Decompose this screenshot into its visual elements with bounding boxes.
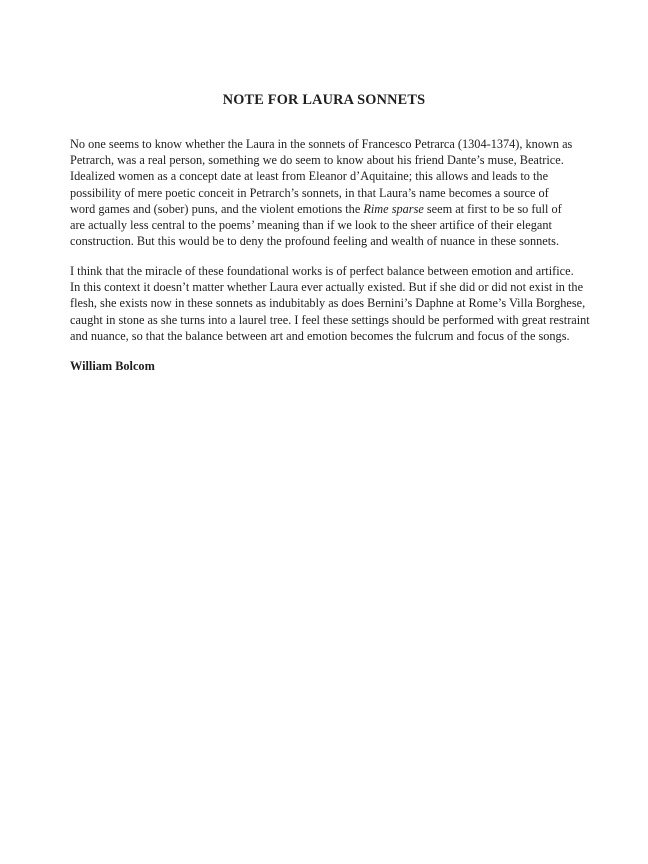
- text-line: Petrarch, was a real person, something we do seem to know about his friend Dante’s muse, Beatrice.: [70, 153, 564, 168]
- text-line: flesh, she exists now in these sonnets as indubitably as does Bernini’s Daphne at Rome’s Villa Borghese,: [70, 296, 586, 311]
- paragraph-2: [70, 263, 615, 344]
- text-line: Idealized women as a concept date at least from Eleanor d’Aquitaine; this allows and leads to the: [70, 169, 549, 184]
- rime-sparse-italic: Rime sparse: [363, 201, 424, 216]
- text-line: caught in stone as she turns into a laurel tree. I feel these settings should be performed with great restraint: [70, 312, 590, 327]
- text-line: No one seems to know whether the Laura in the sonnets of Francesco Petrarca (1304-1374), known as: [70, 137, 573, 151]
- text-line: and nuance, so that the balance between art and emotion becomes the fulcrum and focus of the songs.: [70, 328, 570, 343]
- text-line: In this context it doesn’t matter whether Laura ever actually existed. But if she did or did not exist in the: [70, 280, 584, 295]
- text-line: [70, 201, 615, 217]
- paragraph-1: [70, 136, 615, 249]
- text-line: are actually less central to the poems’ meaning than if we look to the sheer artifice of their elegant: [70, 218, 552, 233]
- signature-author: William Bolcom: [70, 359, 155, 373]
- text-segment: word games and (sober) puns, and the violent emotions the: [70, 201, 364, 216]
- text-line: I think that the miracle of these foundational works is of perfect balance between emotion and artifice.: [70, 264, 574, 278]
- text-line: possibility of mere poetic conceit in Petrarch’s sonnets, in that Laura’s name becomes a source of: [70, 185, 549, 200]
- document-title: NOTE FOR LAURA SONNETS: [222, 92, 426, 108]
- text-segment: seem at first to be so full of: [423, 201, 562, 216]
- text-line: construction. But this would be to deny the profound feeling and wealth of nuance in these sonnets.: [70, 234, 560, 249]
